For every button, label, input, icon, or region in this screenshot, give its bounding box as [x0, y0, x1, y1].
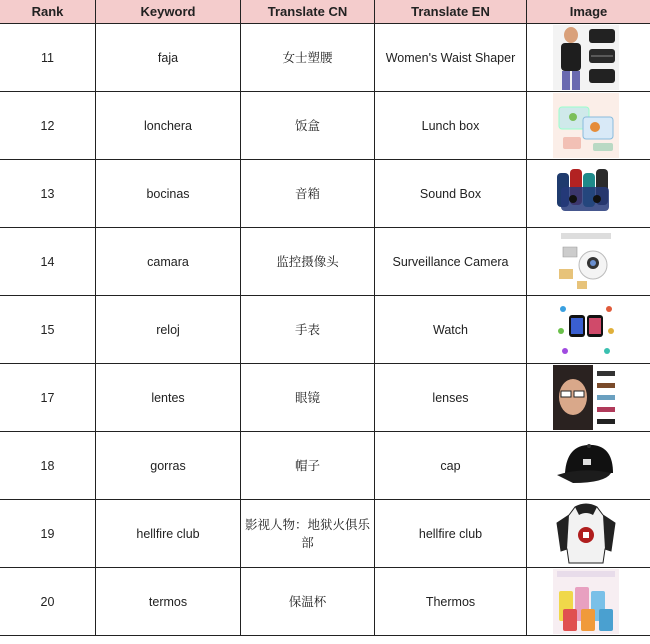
keyword-cell: lonchera	[96, 92, 241, 160]
translate-en-cell: Thermos	[375, 568, 527, 636]
keyword-cell: hellfire club	[96, 500, 241, 568]
sunglasses-image	[553, 365, 619, 430]
translate-en-cell: cap	[375, 432, 527, 500]
rank-cell: 17	[0, 364, 96, 432]
keyword-cell: reloj	[96, 296, 241, 364]
table-row	[0, 432, 650, 500]
translate-en-cell: lenses	[375, 364, 527, 432]
rank-cell: 11	[0, 24, 96, 92]
translate-cn-cell: 影视人物：地狱火俱乐部	[241, 500, 375, 568]
table-row	[0, 24, 650, 92]
watch-image	[553, 297, 619, 362]
keyword-cell: gorras	[96, 432, 241, 500]
header-row	[0, 0, 650, 24]
header-image: Image	[527, 0, 650, 24]
translate-en-cell: Sound Box	[375, 160, 527, 228]
translate-cn-cell: 女士塑腰	[241, 24, 375, 92]
rank-cell: 13	[0, 160, 96, 228]
rank-cell: 14	[0, 228, 96, 296]
rank-cell: 18	[0, 432, 96, 500]
translate-en-cell: Women's Waist Shaper	[375, 24, 527, 92]
camera-image	[553, 229, 619, 294]
translate-en-cell: Watch	[375, 296, 527, 364]
keyword-cell: faja	[96, 24, 241, 92]
translate-cn-cell: 音箱	[241, 160, 375, 228]
lunch-box-image	[553, 93, 619, 158]
table-row	[0, 160, 650, 228]
table-row	[0, 568, 650, 636]
keyword-cell: lentes	[96, 364, 241, 432]
translate-cn-cell: 帽子	[241, 432, 375, 500]
table-row	[0, 500, 650, 568]
rank-cell: 20	[0, 568, 96, 636]
keyword-cell: termos	[96, 568, 241, 636]
translate-cn-cell: 监控摄像头	[241, 228, 375, 296]
hoodie-image	[553, 501, 619, 566]
speakers-image	[553, 161, 619, 226]
table-row	[0, 364, 650, 432]
rank-cell: 19	[0, 500, 96, 568]
table-row	[0, 296, 650, 364]
rank-cell: 12	[0, 92, 96, 160]
header-rank: Rank	[0, 0, 96, 24]
table-row	[0, 228, 650, 296]
table-row	[0, 92, 650, 160]
translate-cn-cell: 保温杯	[241, 568, 375, 636]
keyword-cell: camara	[96, 228, 241, 296]
waist-shaper-image	[553, 25, 619, 90]
translate-en-cell: Surveillance Camera	[375, 228, 527, 296]
header-translate-cn: Translate CN	[241, 0, 375, 24]
keyword-cell: bocinas	[96, 160, 241, 228]
translate-cn-cell: 饭盒	[241, 92, 375, 160]
translate-en-cell: Lunch box	[375, 92, 527, 160]
header-keyword: Keyword	[96, 0, 241, 24]
translate-en-cell: hellfire club	[375, 500, 527, 568]
thermos-image	[553, 569, 619, 634]
translate-cn-cell: 手表	[241, 296, 375, 364]
rank-cell: 15	[0, 296, 96, 364]
cap-image	[553, 433, 619, 498]
translate-cn-cell: 眼镜	[241, 364, 375, 432]
header-translate-en: Translate EN	[375, 0, 527, 24]
